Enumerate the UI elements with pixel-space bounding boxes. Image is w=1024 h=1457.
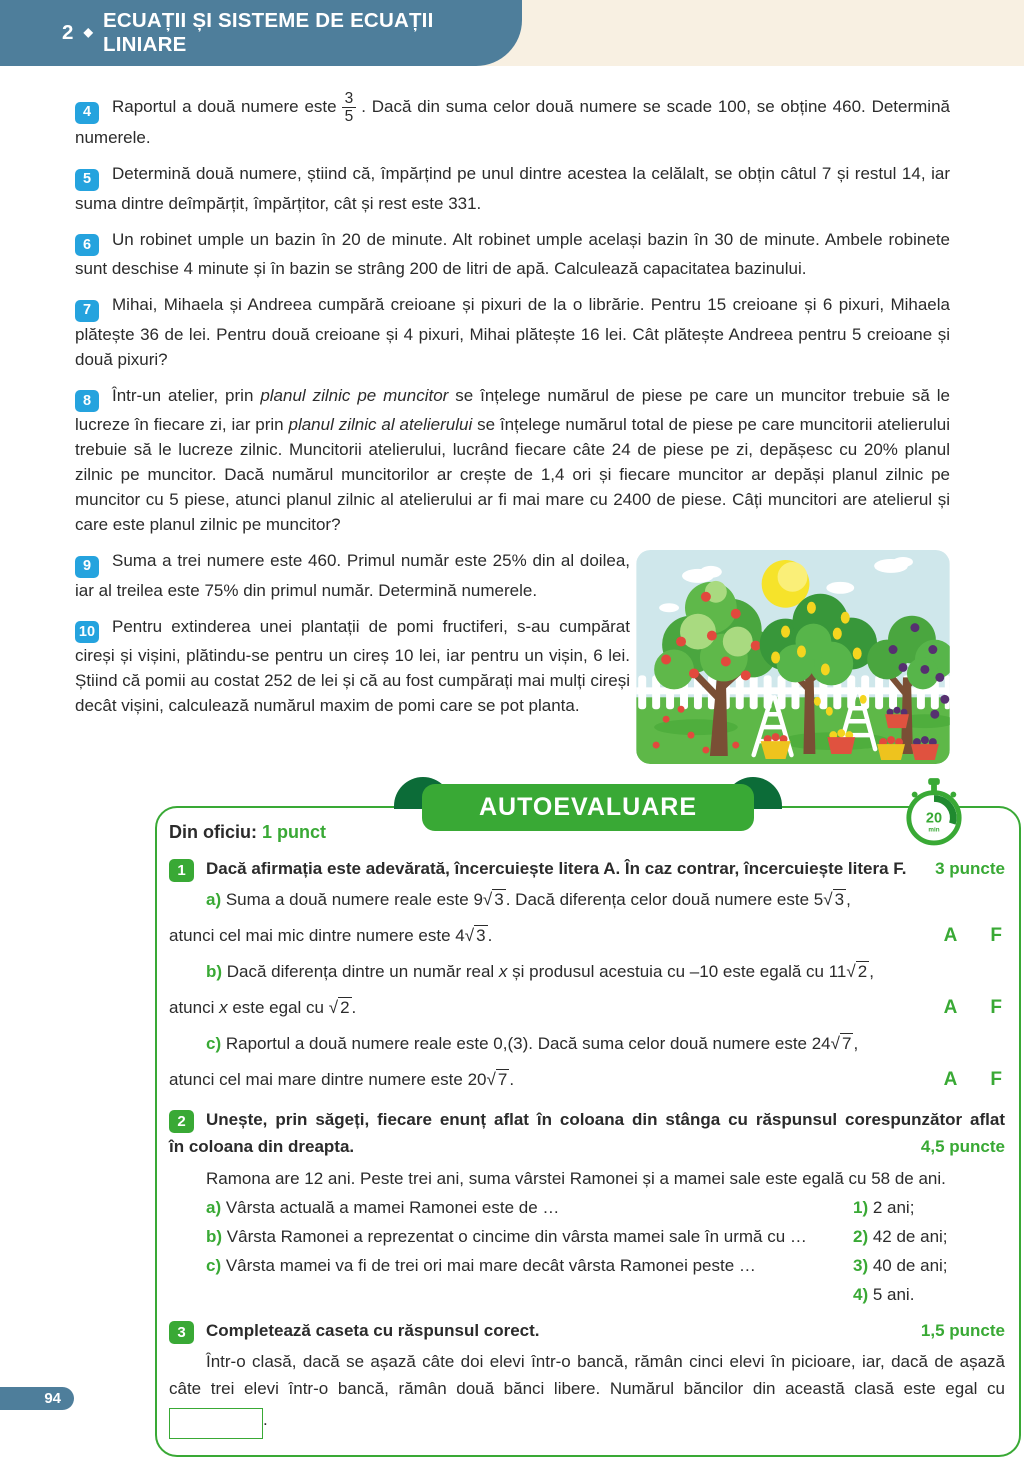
page-number-tab	[0, 1387, 74, 1410]
answer-option-1-text: 2 ani;	[868, 1198, 915, 1218]
sqrt-7-radical: √ 7	[487, 1069, 510, 1089]
match-item-b[interactable]	[169, 1222, 843, 1251]
statement-c-label: c)	[206, 1034, 222, 1054]
answer-option-3-text: 40 de ani;	[868, 1256, 948, 1276]
statement-a-line2-end: .	[487, 926, 493, 946]
answer-option-2[interactable]	[853, 1222, 1005, 1251]
question-1-number-badge: 1	[169, 859, 194, 882]
statement-c-line2-end: .	[509, 1070, 515, 1090]
match-item-c-label: c)	[206, 1256, 222, 1276]
match-item-c[interactable]	[169, 1251, 843, 1280]
statement-c-text: Raportul a două numere reale este 0,(3). Dacă suma celor două numere este 24	[221, 1034, 831, 1054]
answer-b-false[interactable]: F	[990, 997, 1002, 1019]
answer-c-false[interactable]: F	[990, 1069, 1002, 1091]
answer-a-true[interactable]: A	[943, 925, 958, 947]
question-3-points: 1,5 puncte	[920, 1321, 1005, 1341]
sqrt-2-radical: √ 2	[846, 961, 869, 981]
statement-b-text: Dacă diferența dintre un număr real	[222, 962, 499, 982]
statement-b-line2-end: .	[351, 998, 357, 1018]
question-3-prompt: Completează caseta cu răspunsul corect.	[206, 1321, 540, 1341]
sqrt-3-radical: √ 3	[483, 889, 506, 909]
variable-x: x	[498, 962, 508, 982]
question-3-text-line1: Într-o clasă, dacă se așază câte doi elevi într-o bancă, rămân cinci elevi în picioare, iar, dacă de așază	[206, 1352, 1005, 1372]
statement-b-line2-mid: este egal cu	[227, 998, 329, 1018]
problem-10-text: Pentru extinderea unei plantații de pomi fructiferi, s-au cumpărat cireși și vișini, plătindu-se pentru un cireș 10 lei, iar pentru un vișin, 6 lei. Știind că pomii au costat 252 de lei și că au fost cumpărați mai mulți cireși decât vișini, calculează numărul maxim de pomi care se pot planta.	[75, 616, 630, 716]
match-item-b-text: Vârsta Ramonei a reprezentat o cincime din vârsta mamei sale în urmă cu …	[222, 1227, 807, 1247]
problems-9-10-block	[75, 548, 950, 770]
problem-4	[75, 90, 950, 150]
problems-section	[75, 90, 1005, 1457]
answer-option-1[interactable]	[853, 1193, 1005, 1222]
timer-20-min-icon	[904, 776, 964, 853]
statement-c-text-2: ,	[853, 1034, 859, 1054]
answer-option-4[interactable]	[853, 1280, 1005, 1309]
statement-b	[169, 954, 1005, 1026]
problem-6-number-badge: 6	[75, 234, 99, 256]
statement-b-text-3: ,	[869, 962, 874, 982]
problem-5-text: Determină două numere, știind că, împărțind pe unul dintre acestea la celălalt, se obțin câtul 7 și restul 14, iar suma dintre deîmpărțit, împărțitor, cât și rest este 331.	[75, 164, 950, 213]
question-2-prompt-line1: Unește, prin săgeți, fiecare enunț aflat în coloana din stânga cu răspunsul corespunzător aflat	[206, 1110, 1005, 1130]
question-2-intro: Ramona are 12 ani. Peste trei ani, suma vârstei Ramonei și a mamei sale este egală cu 58 de ani.	[206, 1169, 946, 1189]
answer-option-3-label: 3)	[853, 1256, 869, 1276]
problem-8-text-seg3: se înțelege numărul de piese pe care un muncitor trebuie să le lucreze în fiecare zi, iar prin	[75, 385, 951, 435]
timer-unit: min	[928, 826, 940, 834]
problem-5-number-badge: 5	[75, 169, 99, 191]
header-band	[0, 0, 1024, 66]
statement-a	[169, 882, 1005, 954]
page-number: 94	[44, 1390, 61, 1407]
answer-box-period: .	[263, 1410, 268, 1430]
problem-6-text: Un robinet umple un bazin în 20 de minute. Alt robinet umple același bazin în 30 de minute. Ambele robinete sunt deschise 4 minute și în bazin se strâng 200 de litri de apă. Calculează capacitatea bazinului.	[75, 229, 950, 279]
statement-c-line2	[169, 1062, 514, 1098]
diamond-icon: ◆	[83, 25, 94, 39]
problem-8-italic-term-2: planul zilnic al atelierului	[288, 415, 473, 435]
answer-a-false[interactable]: F	[990, 925, 1002, 947]
answer-c-true[interactable]: A	[943, 1069, 958, 1091]
statement-b-label: b)	[206, 962, 223, 982]
match-item-b-label: b)	[206, 1227, 223, 1247]
statement-b-line2-text: atunci	[169, 998, 220, 1018]
answer-option-2-text: 42 de ani;	[868, 1227, 948, 1247]
orchard-illustration	[636, 550, 950, 764]
autoevaluare-box	[155, 793, 1021, 1457]
question-3-text-line2: câte trei elevi într-o bancă, rămân două bănci libere. Numărul băncilor din această clasă este egal cu	[169, 1379, 1005, 1399]
chapter-tab	[0, 0, 522, 66]
problem-8-text-seg1: Într-un atelier, prin	[112, 385, 261, 405]
variable-x: x	[219, 998, 228, 1018]
match-item-a-text: Vârsta actuală a mamei Ramonei este de …	[221, 1198, 560, 1218]
matching-exercise	[169, 1193, 1005, 1309]
fraction-3-5	[342, 90, 357, 125]
question-3-number-badge: 3	[169, 1321, 194, 1344]
chapter-title: ECUAȚII ȘI SISTEME DE ECUAȚII LINIARE	[103, 9, 434, 56]
autoevaluare-banner: AUTOEVALUARE	[422, 784, 754, 831]
problem-8-number-badge: 8	[75, 390, 99, 412]
statement-c-line2-text: atunci cel mai mare dintre numere este 20	[169, 1070, 487, 1090]
sqrt-7-radical: √ 7	[831, 1033, 854, 1053]
question-1-prompt: Dacă afirmația este adevărată, încercuiește litera A. În caz contrar, încercuiește litera F.	[206, 859, 907, 879]
sqrt-3-radical: √ 3	[823, 889, 846, 909]
problem-7-number-badge: 7	[75, 300, 99, 322]
din-oficiu-label: Din oficiu:	[169, 822, 257, 843]
problem-8-text-seg5: se înțelege numărul total de piese pe care muncitorii atelierului trebuie să le lucreze zilnic. Muncitorii atelierului, lucrând fiecare câte 24 de piese pe zi, depășesc cu 20% planul zilnic pe muncitor. Dacă numărul muncitorilor ar crește de 1,4 ori și fiecare muncitor ar depăși planul zilnic pe muncitor cu 5 piese, atunci planul zilnic al atelierului ar fi mai mare cu 2400 de piese. Câți muncitori are atelierul și care este planul zilnic pe muncitor?	[75, 415, 951, 535]
din-oficiu-value: 1 punct	[262, 822, 327, 843]
question-3	[169, 1321, 1005, 1439]
problem-8	[75, 383, 950, 538]
question-2-number-badge: 2	[169, 1110, 194, 1133]
question-1	[169, 859, 1005, 1098]
statement-a-line2	[169, 918, 492, 954]
problem-7-text: Mihai, Mihaela și Andreea cumpără creioane și pixuri de la o librărie. Pentru 15 creioane și 6 pixuri, Mihaela plătește 36 de lei. Pentru două creioane și 4 pixuri, Mihai plătește 16 lei. Cât plătește Andreea pentru 5 creioane și două pixuri?	[75, 295, 950, 369]
problem-5	[75, 161, 950, 216]
answer-option-4-label: 4)	[853, 1285, 869, 1305]
answer-option-1-label: 1)	[853, 1198, 869, 1218]
question-2-prompt-line2: în coloana din dreapta.	[169, 1137, 355, 1157]
statement-a-line2-text: atunci cel mai mic dintre numere este 4	[169, 926, 465, 946]
answer-option-4-text: 5 ani.	[868, 1285, 915, 1305]
problem-8-italic-term-1: planul zilnic pe muncitor	[260, 385, 449, 405]
problem-10-number-badge: 10	[75, 621, 99, 643]
sqrt-3-radical: √ 3	[465, 925, 488, 945]
fraction-denominator: 5	[342, 107, 357, 125]
match-item-c-text: Vârsta mamei va fi de trei ori mai mare decât vârsta Ramonei peste …	[221, 1256, 756, 1276]
answer-b-true[interactable]: A	[943, 997, 958, 1019]
problem-6	[75, 227, 950, 282]
statement-b-text-2: și produsul acestuia cu –10 este egală cu 11	[507, 962, 847, 982]
statement-b-line2	[169, 990, 356, 1026]
problem-9-number-badge: 9	[75, 556, 99, 578]
chapter-number: 2	[62, 21, 74, 44]
match-item-a-label: a)	[206, 1198, 222, 1218]
statement-a-text: Suma a două numere reale este 9	[221, 890, 483, 910]
problem-4-text-after: . Dacă din suma celor două numere se scade 100, se obține 460. Determină numerele.	[75, 97, 950, 148]
question-2-points: 4,5 puncte	[920, 1137, 1005, 1157]
timer-minutes: 20	[925, 810, 943, 827]
sqrt-2-radical: √ 2	[329, 997, 352, 1017]
match-item-empty	[169, 1280, 843, 1309]
problem-4-number-badge: 4	[75, 102, 99, 124]
statement-a-text-3: ,	[846, 890, 851, 910]
problem-9-text: Suma a trei numere este 460. Primul număr este 25% din al doilea, iar al treilea este 75% din primul număr. Determină numerele.	[75, 551, 630, 600]
answer-option-3[interactable]	[853, 1251, 1005, 1280]
fraction-numerator: 3	[344, 90, 354, 107]
statement-a-text-2: . Dacă diferența celor două numere este 5	[505, 890, 824, 910]
answer-option-2-label: 2)	[853, 1227, 869, 1247]
question-1-points: 3 puncte	[935, 859, 1005, 879]
question-2	[169, 1110, 1005, 1309]
match-item-a[interactable]	[169, 1193, 843, 1222]
statement-a-label: a)	[206, 890, 222, 910]
statement-c	[169, 1026, 1005, 1098]
problem-7	[75, 292, 950, 372]
problem-4-text-before: Raportul a două numere este	[112, 97, 337, 117]
